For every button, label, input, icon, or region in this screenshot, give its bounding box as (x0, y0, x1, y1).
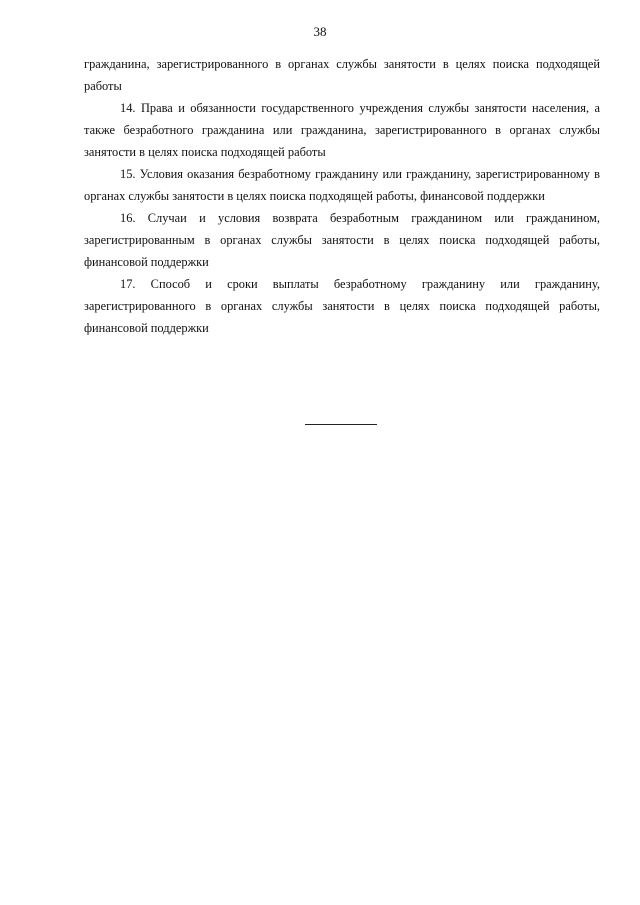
end-divider-line (305, 424, 377, 425)
paragraph-item-16: 16. Случаи и условия возврата безработным гражданином или гражданином, зарегистрированным в органах службы занятости в целях поиска подходящей работы, финансовой поддержки (84, 211, 600, 269)
page-number: 38 (313, 24, 327, 39)
paragraph-item-17: 17. Способ и сроки выплаты безработному гражданину или гражданину, зарегистрированного в органах службы занятости в целях поиска подходящей работы, финансовой поддержки (84, 277, 600, 335)
paragraph-item-14: 14. Права и обязанности государственного учреждения службы занятости населения, а также безработного гражданина или гражданина, зарегистрированного в органах службы занятости в целях поиска подходящей работы (84, 101, 600, 159)
paragraph-continuation: гражданина, зарегистрированного в органах службы занятости в целях поиска подходящей работы (84, 57, 600, 93)
document-body (84, 53, 600, 339)
paragraph-item-15: 15. Условия оказания безработному гражданину или гражданину, зарегистрированному в органах службы занятости в целях поиска подходящей работы, финансовой поддержки (84, 167, 600, 203)
